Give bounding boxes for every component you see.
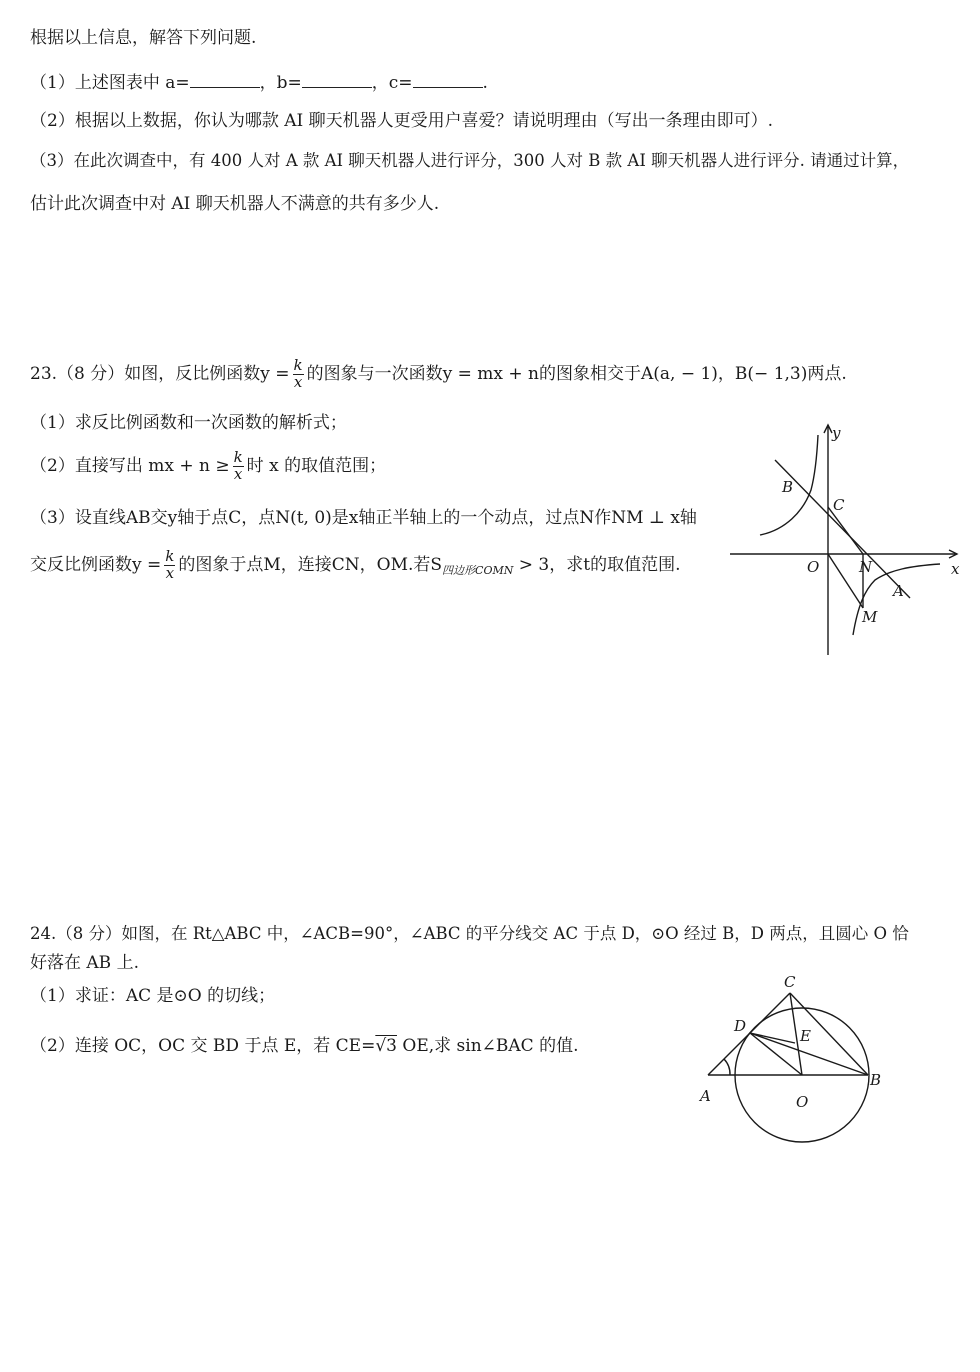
blank-a bbox=[190, 73, 260, 88]
q24-circle-figure bbox=[690, 965, 900, 1155]
q22-part1-prefix: （1）上述图表中 a= bbox=[30, 73, 190, 93]
q22-part1-b: ，b= bbox=[259, 73, 302, 93]
q24-part2 bbox=[30, 1038, 578, 1055]
blank-b bbox=[302, 73, 372, 88]
fraction-k-over-x bbox=[233, 450, 244, 483]
label-b: B bbox=[870, 1071, 882, 1089]
q23-part2-a: （2）直接写出 mx + n ≥ bbox=[30, 455, 230, 476]
q22-part3-line1: （3）在此次调查中，有 400 人对 A 款 AI 聊天机器人进行评分，300 人对 B 款 AI 聊天机器人进行评分. 请通过计算， bbox=[30, 151, 910, 170]
q23-stem-a: 23.（8 分）如图，反比例函数y = bbox=[30, 363, 290, 384]
q23-graph-figure bbox=[725, 420, 970, 660]
fraction-k-over-x bbox=[293, 358, 304, 391]
q22-part1-end: . bbox=[482, 73, 488, 93]
fraction-denominator: x bbox=[165, 563, 175, 582]
label-y: y bbox=[832, 424, 841, 442]
angle-mark-a bbox=[724, 1059, 730, 1075]
label-a: A bbox=[893, 582, 904, 600]
label-d: D bbox=[734, 1017, 747, 1035]
segment-om bbox=[828, 554, 863, 608]
label-m: M bbox=[862, 608, 878, 626]
q23-part2-b: 时 x 的取值范围； bbox=[246, 455, 387, 476]
q23-stem bbox=[30, 358, 847, 391]
label-n: N bbox=[859, 558, 873, 576]
q24-part1: （1）求证：AC 是⊙O 的切线； bbox=[30, 986, 276, 1006]
label-b: B bbox=[782, 478, 794, 496]
q23-part3-a: 交反比例函数y = bbox=[30, 554, 162, 575]
fraction-numerator: k bbox=[293, 356, 303, 374]
q22-part1-c: ，c= bbox=[371, 73, 413, 93]
q24-stem-line1: 24.（8 分）如图，在 Rt△ABC 中，∠ACB=90°，∠ABC 的平分线交 AC 于点 D，⊙O 经过 B，D 两点，且圆心 O 恰 bbox=[30, 924, 909, 943]
q23-part1: （1）求反比例函数和一次函数的解析式； bbox=[30, 413, 347, 433]
q24-part2-a: （2）连接 OC，OC 交 BD 于点 E，若 CE= bbox=[30, 1036, 376, 1056]
fraction-k-over-x bbox=[164, 549, 175, 582]
q22-part3-line2: 估计此次调查中对 AI 聊天机器人不满意的共有多少人. bbox=[30, 194, 440, 214]
fraction-denominator: x bbox=[233, 464, 243, 483]
label-o: O bbox=[807, 558, 820, 576]
blank-c bbox=[413, 73, 483, 88]
fraction-numerator: k bbox=[165, 547, 175, 565]
q23-part3-b: 的图象于点M，连接CN，OM.若S bbox=[178, 554, 443, 575]
fraction-numerator: k bbox=[233, 448, 243, 466]
segment-cn bbox=[828, 507, 863, 554]
q22-part1 bbox=[30, 73, 488, 92]
area-subscript: 四边形COMN bbox=[442, 563, 514, 577]
intro-line: 根据以上信息，解答下列问题. bbox=[30, 28, 257, 48]
segment-ac bbox=[708, 993, 790, 1075]
q22-part2: （2）根据以上数据，你认为哪款 AI 聊天机器人更受用户喜爱？请说明理由（写出一条理由即可）. bbox=[30, 111, 774, 131]
q23-part2 bbox=[30, 450, 386, 483]
q23-stem-b: 的图象与一次函数y = mx + n的图象相交于A(a, − 1)，B(− 1,3)两点. bbox=[306, 363, 847, 384]
q23-part3-line1: （3）设直线AB交y轴于点C，点N(t, 0)是x轴正半轴上的一个动点，过点N作NM ⊥ x轴 bbox=[30, 508, 697, 528]
q23-part3-line2 bbox=[30, 549, 680, 582]
label-c: C bbox=[784, 973, 796, 991]
label-o: O bbox=[796, 1093, 809, 1111]
label-a: A bbox=[700, 1087, 711, 1105]
label-e: E bbox=[800, 1027, 811, 1045]
label-c: C bbox=[833, 496, 845, 514]
sqrt-three: √3 bbox=[375, 1036, 397, 1056]
label-x: x bbox=[951, 560, 960, 578]
q24-stem-line2: 好落在 AB 上. bbox=[30, 953, 139, 973]
q24-part2-b: OE,求 sin∠BAC 的值. bbox=[396, 1036, 579, 1056]
fraction-denominator: x bbox=[293, 372, 303, 391]
q23-part3-c: > 3，求t的取值范围. bbox=[513, 554, 681, 575]
